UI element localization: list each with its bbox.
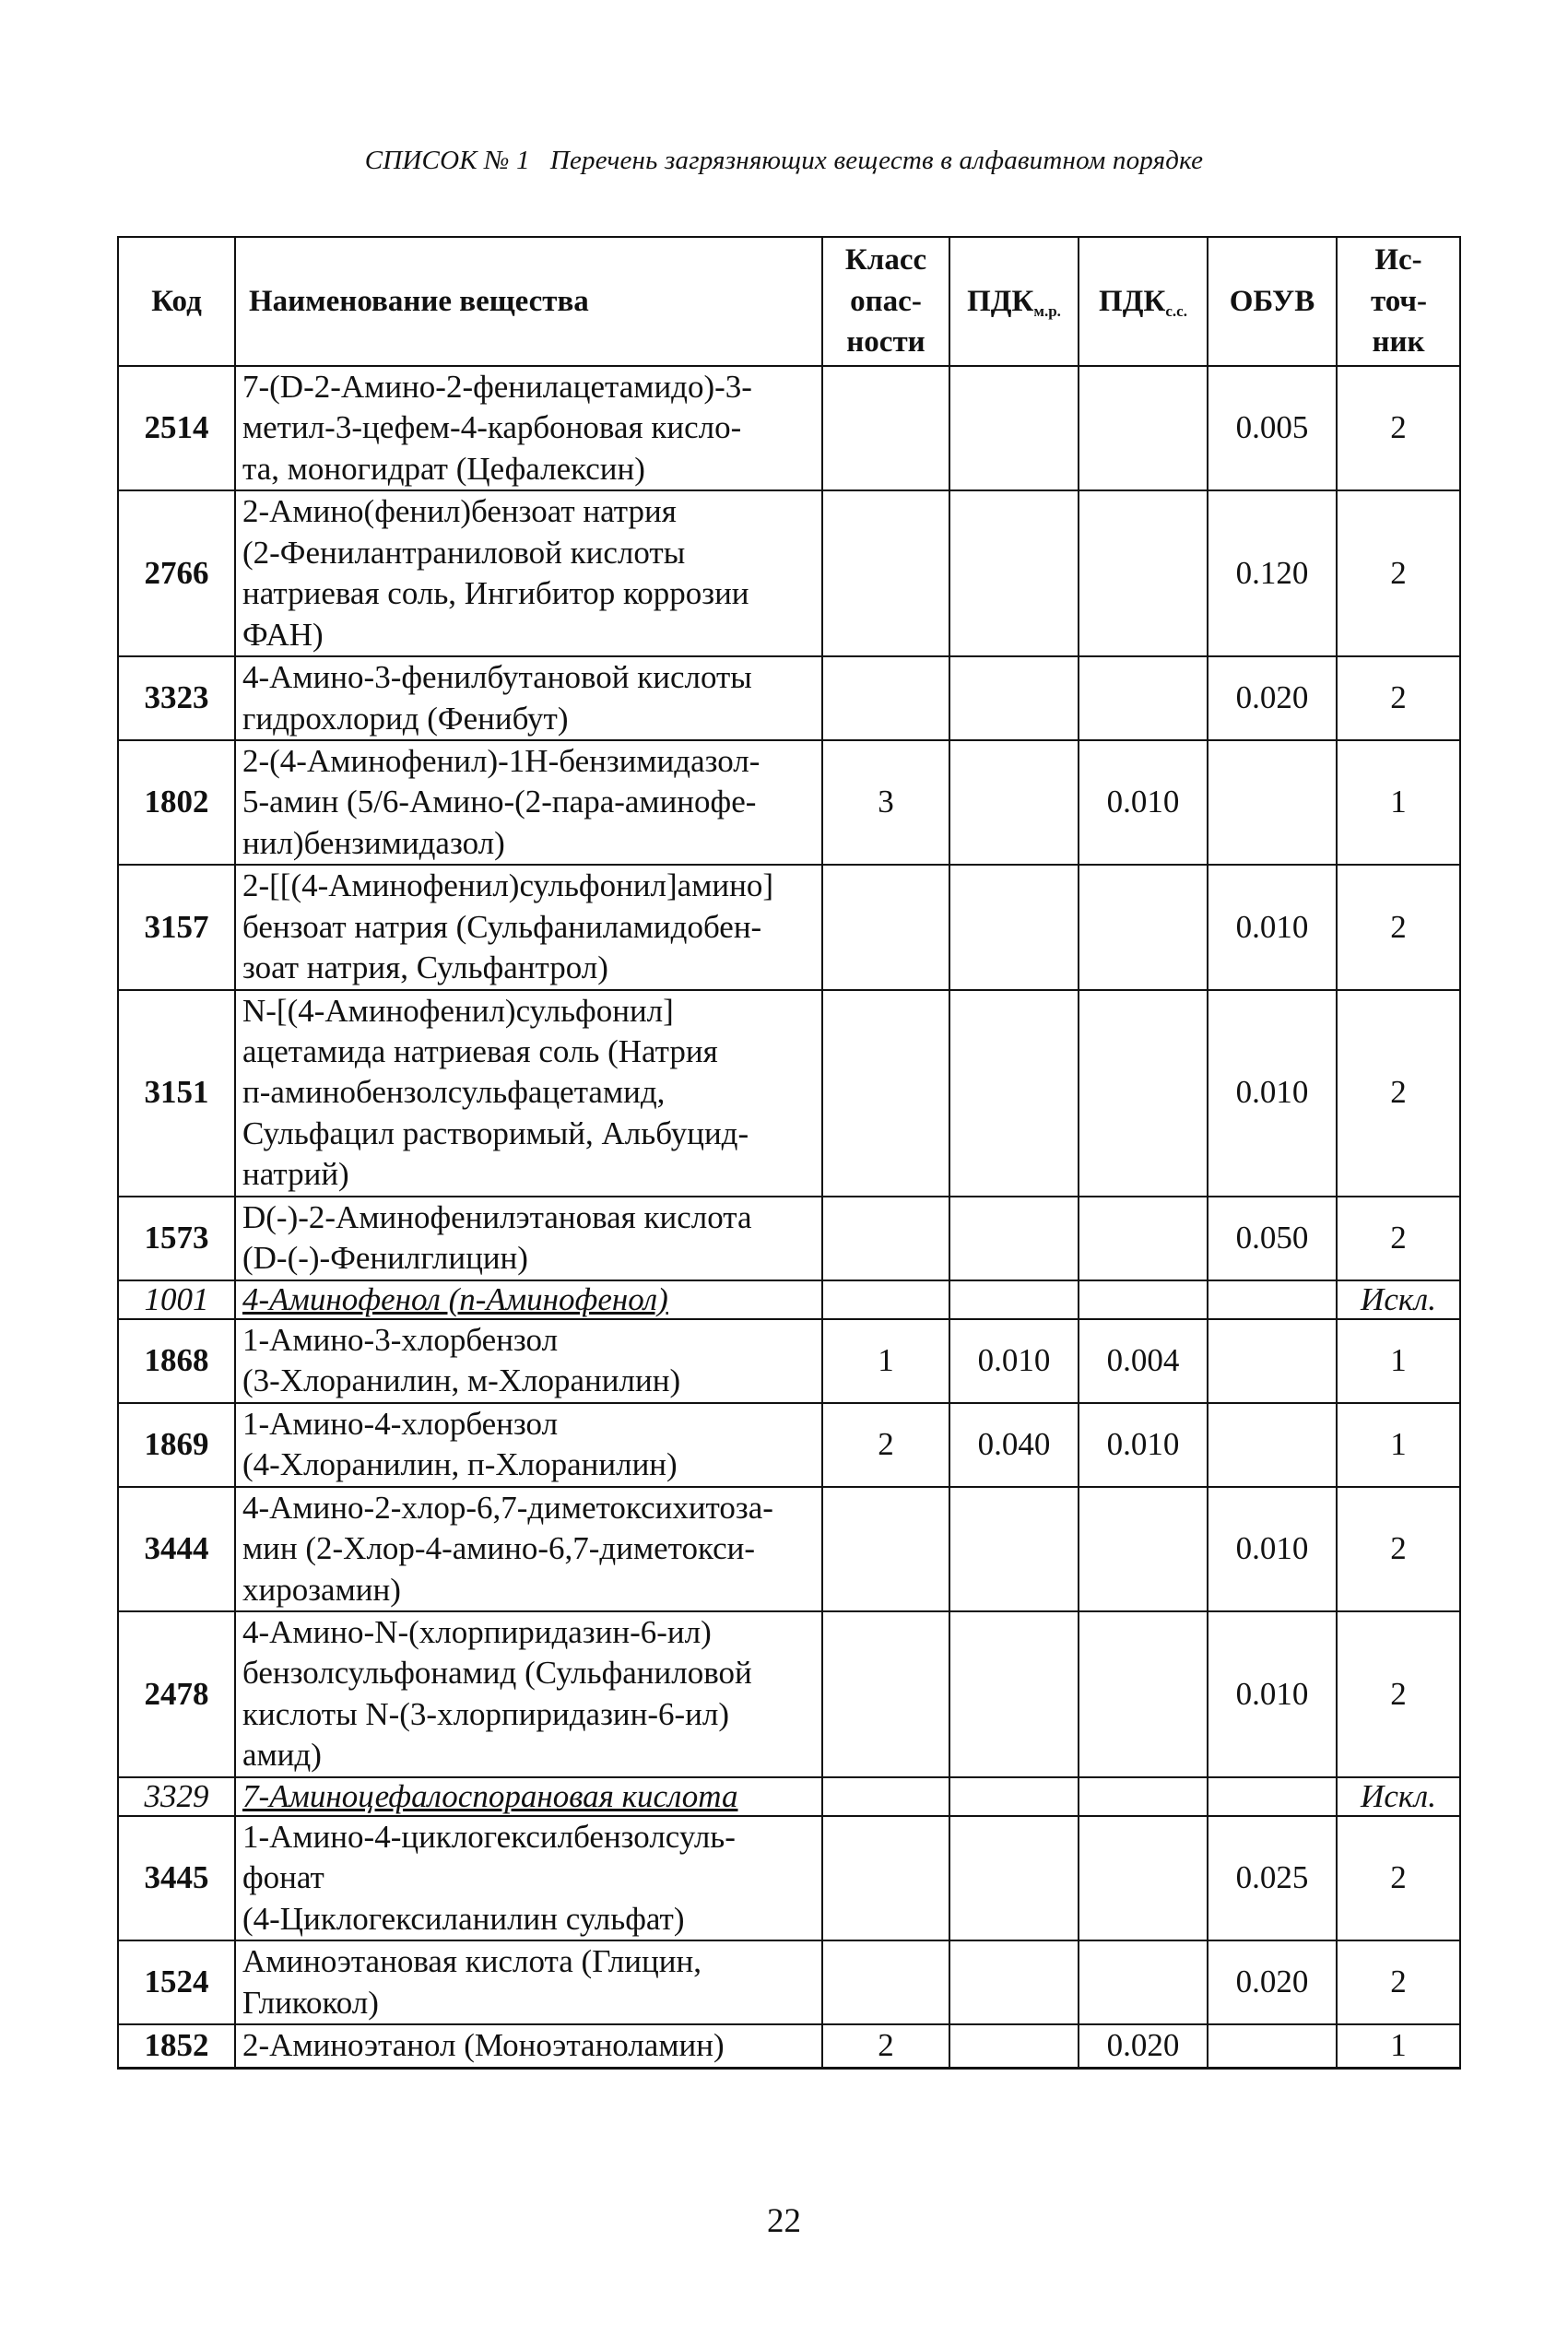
pdk-ss-value — [1079, 1816, 1208, 1940]
substance-name-line: (2-Фенилантраниловой кислоты — [242, 534, 686, 571]
obuv-value — [1208, 2024, 1337, 2068]
hazard-class — [822, 1280, 949, 1319]
substance-name-line: 4-Аминофенол (п-Аминофенол) — [242, 1280, 668, 1317]
substance-name-line: N-[(4-Аминофенил)сульфонил] — [242, 992, 674, 1029]
substance-name-line: 1-Амино-4-циклогексилбензолсуль- — [242, 1818, 736, 1855]
obuv-value — [1208, 740, 1337, 865]
substance-name — [235, 1940, 822, 2024]
hazard-class: 3 — [822, 740, 949, 865]
source-value: 1 — [1337, 2024, 1460, 2068]
substance-name-line: 5-амин (5/6-Амино-(2-пара-аминофе- — [242, 784, 757, 820]
table-row — [118, 490, 1460, 656]
substance-name-line: 4-Амино-3-фенилбутановой кислоты — [242, 659, 752, 696]
column-name: Наименование вещества — [235, 237, 822, 366]
hazard-class — [822, 1777, 949, 1816]
hazard-class — [822, 1197, 949, 1280]
substance-name — [235, 1197, 822, 1280]
hazard-class — [822, 990, 949, 1197]
obuv-value: 0.010 — [1208, 1487, 1337, 1611]
pdk-ss-value — [1079, 490, 1208, 656]
pdk-mr-value — [949, 990, 1079, 1197]
substance-code: 1001 — [118, 1280, 235, 1319]
hazard-class — [822, 1816, 949, 1940]
pdk-mr-sub: м.р. — [1033, 301, 1061, 320]
substance-name-line: фонат — [242, 1859, 324, 1896]
hazard-class: 2 — [822, 1403, 949, 1487]
substance-name-line: (4-Циклогексиланилин сульфат) — [242, 1900, 685, 1937]
column-source-label: Ис- точ- ник — [1371, 243, 1428, 360]
substance-name — [235, 1816, 822, 1940]
table-body — [118, 366, 1460, 2068]
hazard-class — [822, 656, 949, 740]
pdk-ss-value — [1079, 1197, 1208, 1280]
substance-name — [235, 1280, 822, 1319]
substance-name-line: амид) — [242, 1737, 322, 1774]
substance-name-line: Сульфацил растворимый, Альбуцид- — [242, 1115, 749, 1151]
table-row — [118, 2024, 1460, 2068]
pdk-mr-value — [949, 1940, 1079, 2024]
substance-name-line: мин (2-Хлор-4-амино-6,7-диметокси- — [242, 1530, 756, 1567]
obuv-value — [1208, 1280, 1337, 1319]
obuv-value — [1208, 1777, 1337, 1816]
pdk-mr-value — [949, 1816, 1079, 1940]
substance-name-line: D(-)-2-Аминофенилэтановая кислота — [242, 1198, 752, 1235]
source-value: 1 — [1337, 740, 1460, 865]
substance-name-line: п-аминобензолсульфацетамид, — [242, 1074, 666, 1111]
substance-name-line: нил)бензимидазол) — [242, 824, 505, 861]
substance-name — [235, 865, 822, 989]
pdk-mr-value — [949, 1280, 1079, 1319]
substance-name — [235, 1611, 822, 1777]
pdk-mr-value — [949, 1197, 1079, 1280]
source-value: 2 — [1337, 990, 1460, 1197]
substance-name-line: 2-[[(4-Аминофенил)сульфонил]амино] — [242, 867, 773, 904]
source-value: 2 — [1337, 1611, 1460, 1777]
substance-name-line: 7-(D-2-Амино-2-фенилацетамидо)-3- — [242, 369, 752, 405]
table-header — [118, 237, 1460, 366]
substance-code: 1802 — [118, 740, 235, 865]
substance-name-line: бензоат натрия (Сульфаниламидобен- — [242, 908, 762, 945]
obuv-value — [1208, 1403, 1337, 1487]
source-value: Искл. — [1337, 1777, 1460, 1816]
substances-table — [117, 236, 1461, 2070]
substance-name-line: 2-(4-Аминофенил)-1Н-бензимидазол- — [242, 742, 760, 779]
pdk-ss-value: 0.010 — [1079, 1403, 1208, 1487]
hazard-class — [822, 1487, 949, 1611]
source-value: 2 — [1337, 865, 1460, 989]
column-pdk-mr — [949, 237, 1079, 366]
source-value: 2 — [1337, 1487, 1460, 1611]
substance-name-line: зоат натрия, Сульфантрол) — [242, 949, 608, 986]
pdk-ss-value — [1079, 1611, 1208, 1777]
table-row — [118, 990, 1460, 1197]
obuv-value: 0.120 — [1208, 490, 1337, 656]
substance-name-line: (D-(-)-Фенилглицин) — [242, 1240, 528, 1277]
obuv-value: 0.010 — [1208, 1611, 1337, 1777]
hazard-class — [822, 366, 949, 490]
substance-name — [235, 990, 822, 1197]
substance-name-line: 1-Амино-3-хлорбензол — [242, 1321, 559, 1358]
pdk-mr-value: 0.040 — [949, 1403, 1079, 1487]
pdk-mr-value — [949, 1611, 1079, 1777]
pdk-mr-value — [949, 656, 1079, 740]
substance-name-line: 4-Амино-N-(хлорпиридазин-6-ил) — [242, 1613, 712, 1650]
substance-name-line: ацетамида натриевая соль (Натрия — [242, 1033, 718, 1069]
pdk-ss-value — [1079, 1280, 1208, 1319]
hazard-class — [822, 1611, 949, 1777]
obuv-value: 0.005 — [1208, 366, 1337, 490]
substance-code: 3151 — [118, 990, 235, 1197]
pdk-ss-value — [1079, 865, 1208, 989]
substance-code: 2766 — [118, 490, 235, 656]
table-row — [118, 656, 1460, 740]
table-row — [118, 1319, 1460, 1403]
substance-code: 3444 — [118, 1487, 235, 1611]
substance-name — [235, 2024, 822, 2068]
substance-name-line: Аминоэтановая кислота (Глицин, — [242, 1943, 701, 1980]
substance-name-line: 1-Амино-4-хлорбензол — [242, 1405, 559, 1442]
pdk-mr-value: 0.010 — [949, 1319, 1079, 1403]
table-row — [118, 1777, 1460, 1816]
pdk-mr-value — [949, 1777, 1079, 1816]
pdk-mr-value — [949, 490, 1079, 656]
obuv-value: 0.010 — [1208, 865, 1337, 989]
page-subtitle: Перечень загрязняющих веществ в алфавитном порядке — [549, 146, 1204, 175]
substance-code: 3445 — [118, 1816, 235, 1940]
substance-name — [235, 366, 822, 490]
substance-name-line: натриевая соль, Ингибитор коррозии — [242, 575, 749, 612]
substance-name-line: гидрохлорид (Фенибут) — [242, 700, 569, 737]
substance-name — [235, 1487, 822, 1611]
hazard-class — [822, 490, 949, 656]
substance-name-line: ФАН) — [242, 616, 324, 653]
substance-code: 3329 — [118, 1777, 235, 1816]
table-row — [118, 366, 1460, 490]
substance-name-line: та, моногидрат (Цефалексин) — [242, 450, 645, 487]
substance-name — [235, 656, 822, 740]
substance-name-line: Гликокол) — [242, 1984, 379, 2021]
pdk-ss-value: 0.004 — [1079, 1319, 1208, 1403]
substance-name-line: 4-Амино-2-хлор-6,7-диметоксихитоза- — [242, 1489, 773, 1526]
obuv-value: 0.025 — [1208, 1816, 1337, 1940]
pdk-ss-base: ПДК — [1099, 284, 1166, 318]
substance-code: 3157 — [118, 865, 235, 989]
pdk-ss-value — [1079, 656, 1208, 740]
substance-name — [235, 740, 822, 865]
substance-name-line: 7-Аминоцефалоспорановая кислота — [242, 1777, 738, 1814]
substance-name — [235, 1403, 822, 1487]
hazard-class — [822, 865, 949, 989]
substance-code: 2514 — [118, 366, 235, 490]
source-value: 2 — [1337, 1197, 1460, 1280]
page-number: 22 — [767, 2202, 801, 2240]
pdk-ss-value — [1079, 366, 1208, 490]
source-value: 2 — [1337, 656, 1460, 740]
column-obuv: ОБУВ — [1208, 237, 1337, 366]
source-value: 2 — [1337, 366, 1460, 490]
pdk-ss-value: 0.020 — [1079, 2024, 1208, 2068]
page-header — [0, 146, 1568, 176]
substance-code: 3323 — [118, 656, 235, 740]
pdk-mr-base: ПДК — [967, 284, 1034, 318]
obuv-value — [1208, 1319, 1337, 1403]
source-value: 1 — [1337, 1403, 1460, 1487]
substance-code: 1852 — [118, 2024, 235, 2068]
substance-code: 1868 — [118, 1319, 235, 1403]
list-label: СПИСОК № 1 — [364, 146, 530, 175]
table-row — [118, 1403, 1460, 1487]
table-row — [118, 1197, 1460, 1280]
hazard-class — [822, 1940, 949, 2024]
hazard-class: 1 — [822, 1319, 949, 1403]
obuv-value: 0.010 — [1208, 990, 1337, 1197]
pdk-ss-value — [1079, 1777, 1208, 1816]
obuv-value: 0.050 — [1208, 1197, 1337, 1280]
substance-name-line: (4-Хлоранилин, п-Хлоранилин) — [242, 1446, 678, 1483]
pdk-mr-value — [949, 1487, 1079, 1611]
obuv-value: 0.020 — [1208, 656, 1337, 740]
column-pdk-ss — [1079, 237, 1208, 366]
substance-code: 2478 — [118, 1611, 235, 1777]
substance-name-line: 2-Аминоэтанол (Моноэтаноламин) — [242, 2027, 725, 2064]
table-row — [118, 740, 1460, 865]
source-value: 2 — [1337, 490, 1460, 656]
pdk-ss-value — [1079, 990, 1208, 1197]
substance-name-line: натрий) — [242, 1156, 349, 1193]
column-hazard-label: Класс опас- ности — [844, 243, 927, 360]
substance-code: 1573 — [118, 1197, 235, 1280]
source-value: 2 — [1337, 1816, 1460, 1940]
substance-name-line: метил-3-цефем-4-карбоновая кисло- — [242, 409, 742, 446]
substance-name-line: кислоты N-(3-хлорпиридазин-6-ил) — [242, 1695, 730, 1732]
hazard-class: 2 — [822, 2024, 949, 2068]
substance-name — [235, 1777, 822, 1816]
pdk-mr-value — [949, 740, 1079, 865]
pdk-ss-sub: с.с. — [1165, 301, 1187, 320]
substance-name-line: хирозамин) — [242, 1571, 401, 1608]
column-hazard-class — [822, 237, 949, 366]
pdk-mr-value — [949, 2024, 1079, 2068]
table-row — [118, 1280, 1460, 1319]
source-value: 1 — [1337, 1319, 1460, 1403]
column-code: Код — [118, 237, 235, 366]
substance-name-line: 2-Амино(фенил)бензоат натрия — [242, 493, 677, 530]
substance-name — [235, 490, 822, 656]
table-row — [118, 1611, 1460, 1777]
table-row — [118, 865, 1460, 989]
pdk-mr-value — [949, 865, 1079, 989]
pdk-mr-value — [949, 366, 1079, 490]
source-value: Искл. — [1337, 1280, 1460, 1319]
table-row — [118, 1940, 1460, 2024]
substance-name — [235, 1319, 822, 1403]
table-row — [118, 1487, 1460, 1611]
source-value: 2 — [1337, 1940, 1460, 2024]
substance-code: 1869 — [118, 1403, 235, 1487]
obuv-value: 0.020 — [1208, 1940, 1337, 2024]
substance-name-line: (3-Хлоранилин, м-Хлоранилин) — [242, 1362, 681, 1399]
substance-code: 1524 — [118, 1940, 235, 2024]
table-row — [118, 1816, 1460, 1940]
pdk-ss-value — [1079, 1487, 1208, 1611]
pdk-ss-value — [1079, 1940, 1208, 2024]
substance-name-line: бензолсульфонамид (Сульфаниловой — [242, 1655, 752, 1692]
pdk-ss-value: 0.010 — [1079, 740, 1208, 865]
column-source — [1337, 237, 1460, 366]
